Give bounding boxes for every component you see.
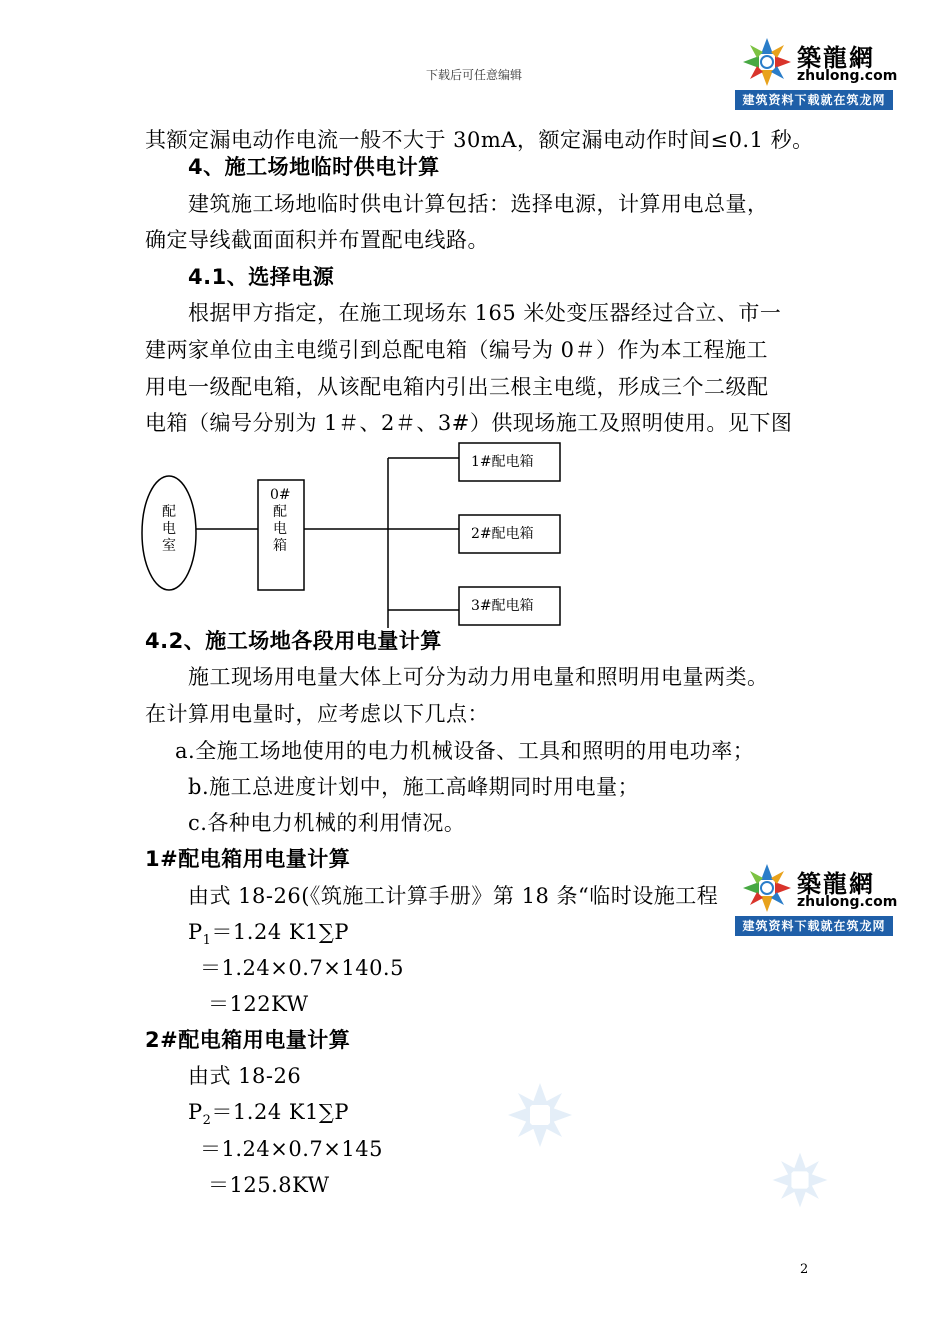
list-item-c: c.各种电力机械的利用情况。: [188, 811, 466, 835]
subheading-box2: 2#配电箱用电量计算: [145, 1028, 351, 1052]
list-item-a: a.全施工场地使用的电力机械设备、工具和照明的用电功率；: [175, 739, 755, 763]
logo-tagline: 建筑资料下载就在筑龙网: [735, 90, 893, 110]
paragraph-line: 施工现场用电量大体上可分为动力用电量和照明用电量两类。: [188, 665, 769, 689]
formula-line: ＝1.24×0.7×140.5: [200, 956, 404, 980]
formula-result: ＝122KW: [208, 992, 309, 1016]
paragraph-line: 电箱（编号分别为 1＃、2＃、3#）供现场施工及照明使用。见下图: [145, 411, 793, 435]
box0-number: 0#: [270, 487, 291, 503]
subheading-box1: 1#配电箱用电量计算: [145, 847, 351, 871]
page-number: 2: [800, 1262, 809, 1277]
power-room-label: 配电室: [162, 504, 176, 554]
formula-source-line: 由式 18-26(《筑施工计算手册》第 18 条“临时设施工程: [188, 884, 719, 908]
logo-name: 築龍網: [797, 870, 875, 898]
paragraph-line: 根据甲方指定，在施工现场东 165 米处变压器经过合立、市一: [188, 301, 782, 325]
header-note: 下载后可任意编辑: [426, 68, 523, 82]
paragraph-line: 在计算用电量时，应考虑以下几点：: [145, 702, 489, 726]
formula-line: $P_1=1.24$ K1∑P: [188, 920, 350, 949]
paragraph-line: 其额定漏电动作电流一般不大于 30mA，额定漏电动作时间≤0.1 秒。: [145, 128, 814, 152]
box1-label: 1#配电箱: [471, 454, 534, 470]
watermark-snowflake-icon: [505, 1080, 575, 1150]
logo-name: 築龍網: [797, 44, 875, 72]
snowflake-logo-icon: [741, 862, 793, 914]
paragraph-line: 建筑施工场地临时供电计算包括：选择电源，计算用电总量，: [188, 192, 769, 216]
formula-line: ＝1.24×0.7×145: [200, 1137, 383, 1161]
box2-label: 2#配电箱: [471, 526, 534, 542]
paragraph-line: 用电一级配电箱，从该配电箱内引出三根主电缆，形成三个二级配: [145, 375, 769, 399]
list-item-b: b.施工总进度计划中，施工高峰期同时用电量；: [188, 775, 640, 799]
logo-site: zhulong.com: [797, 68, 898, 84]
paragraph-line: 确定导线截面面积并布置配电线路。: [145, 228, 489, 252]
box3-label: 3#配电箱: [471, 598, 534, 614]
section-heading-4-2: 4.2、施工场地各段用电量计算: [145, 629, 442, 653]
watermark-snowflake-icon: [770, 1150, 830, 1210]
logo-tagline: 建筑资料下载就在筑龙网: [735, 916, 893, 936]
section-heading-4-1: 4.1、选择电源: [188, 265, 335, 289]
box0-label: 配电箱: [273, 504, 287, 554]
paragraph-line: 建两家单位由主电缆引到总配电箱（编号为 0＃）作为本工程施工: [145, 338, 769, 362]
logo-site: zhulong.com: [797, 894, 898, 910]
zhulong-logo-mid: [735, 858, 898, 938]
formula-line: $P_2=1.24$ K1∑P: [188, 1100, 350, 1129]
section-heading-4: 4、施工场地临时供电计算: [188, 155, 440, 179]
formula-result: ＝125.8KW: [208, 1173, 330, 1197]
formula-source-line: 由式 18-26: [188, 1064, 302, 1088]
